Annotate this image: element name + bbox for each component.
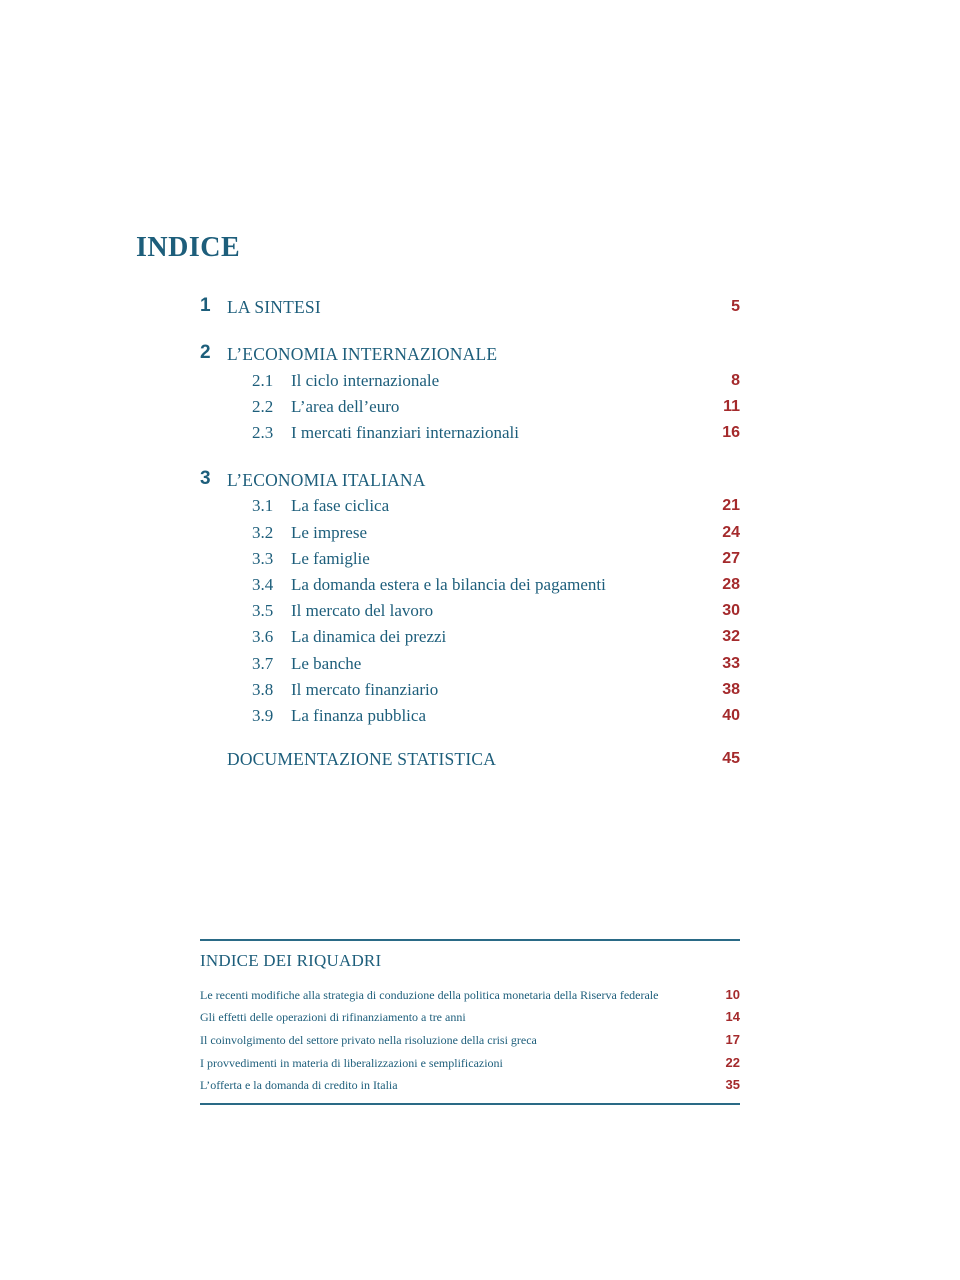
page-number: 5 [731,298,740,315]
section-title: Le imprese [291,523,367,542]
box-item[interactable] [200,1030,740,1050]
box-item-page: 14 [725,1009,740,1024]
section-number: 2.2 [252,397,274,416]
section-title: Le banche [291,654,362,673]
box-item-title: I provvedimenti in materia di liberalizzazioni e semplificazioni [200,1056,503,1070]
boxes-index-title: INDICE DEI RIQUADRI [200,951,382,970]
box-item-title: Il coinvolgimento del settore privato nella risoluzione della crisi greca [200,1033,537,1047]
page-number: 28 [722,576,740,593]
box-item[interactable] [200,1053,740,1073]
page-number: 38 [722,681,740,698]
chapter-number: 1 [200,295,211,316]
section-title: La dinamica dei prezzi [291,627,447,646]
page-number: 27 [722,550,740,567]
section-title: I mercati finanziari internazionali [291,423,519,442]
section-number: 3.2 [252,523,274,542]
box-item-title: L’offerta e la domanda di credito in Italia [200,1078,398,1092]
page-number: 24 [722,524,740,541]
page-number: 32 [722,628,740,645]
chapter-number: 2 [200,342,211,363]
toc-section-3-9[interactable] [0,703,960,729]
toc-chapter-3[interactable] [0,467,960,493]
section-number: 3.3 [252,549,274,568]
toc-chapter-2[interactable] [0,341,960,367]
box-item-page: 22 [725,1055,740,1070]
section-number: 3.1 [252,496,274,515]
toc-section-3-4[interactable] [0,572,960,598]
toc-section-2-3[interactable] [0,420,960,446]
box-item-page: 35 [725,1077,740,1092]
toc-section-2-2[interactable] [0,394,960,420]
toc-section-3-6[interactable] [0,624,960,650]
box-item-page: 10 [725,987,740,1002]
section-number: 2.3 [252,423,274,442]
section-number: 3.8 [252,680,274,699]
appendix-title: DOCUMENTAZIONE STATISTICA [227,749,497,769]
chapter-title: L’ECONOMIA ITALIANA [227,470,426,490]
toc-chapter-1[interactable] [0,294,960,320]
toc-section-3-1[interactable] [0,493,960,519]
section-number: 3.7 [252,654,274,673]
page-number: 8 [731,372,740,389]
page-number: 21 [722,497,740,514]
box-item[interactable] [200,985,740,1005]
toc-section-3-3[interactable] [0,546,960,572]
box-item[interactable] [200,1007,740,1027]
section-number: 3.9 [252,706,274,725]
page-number: 45 [722,750,740,767]
toc-section-3-8[interactable] [0,677,960,703]
section-title: La domanda estera e la bilancia dei pagamenti [291,575,606,594]
section-number: 3.4 [252,575,274,594]
page-number: 30 [722,602,740,619]
section-number: 3.6 [252,627,274,646]
boxes-index [200,939,740,1105]
section-number: 2.1 [252,371,274,390]
toc-section-3-7[interactable] [0,651,960,677]
toc-section-3-5[interactable] [0,598,960,624]
chapter-title: LA SINTESI [227,297,321,317]
toc-section-2-1[interactable] [0,368,960,394]
section-title: Il mercato del lavoro [291,601,434,620]
page-number: 33 [722,655,740,672]
section-title: La fase ciclica [291,496,390,515]
box-item-title: Le recenti modifiche alla strategia di conduzione della politica monetaria della Riserva federale [200,988,659,1002]
page-number: 11 [723,398,740,415]
section-title: Il mercato finanziario [291,680,439,699]
chapter-title: L’ECONOMIA INTERNAZIONALE [227,344,498,364]
section-title: La finanza pubblica [291,706,426,725]
box-item-title: Gli effetti delle operazioni di rifinanziamento a tre anni [200,1010,466,1024]
page-title: INDICE [136,232,241,263]
box-item[interactable] [200,1075,740,1095]
toc-appendix[interactable] [0,746,960,772]
page-number: 40 [722,707,740,724]
section-title: Le famiglie [291,549,370,568]
toc-section-3-2[interactable] [0,520,960,546]
section-number: 3.5 [252,601,274,620]
chapter-number: 3 [200,468,211,489]
section-title: Il ciclo internazionale [291,371,440,390]
page-number: 16 [722,424,740,441]
box-item-page: 17 [725,1032,740,1047]
section-title: L’area dell’euro [291,397,400,416]
